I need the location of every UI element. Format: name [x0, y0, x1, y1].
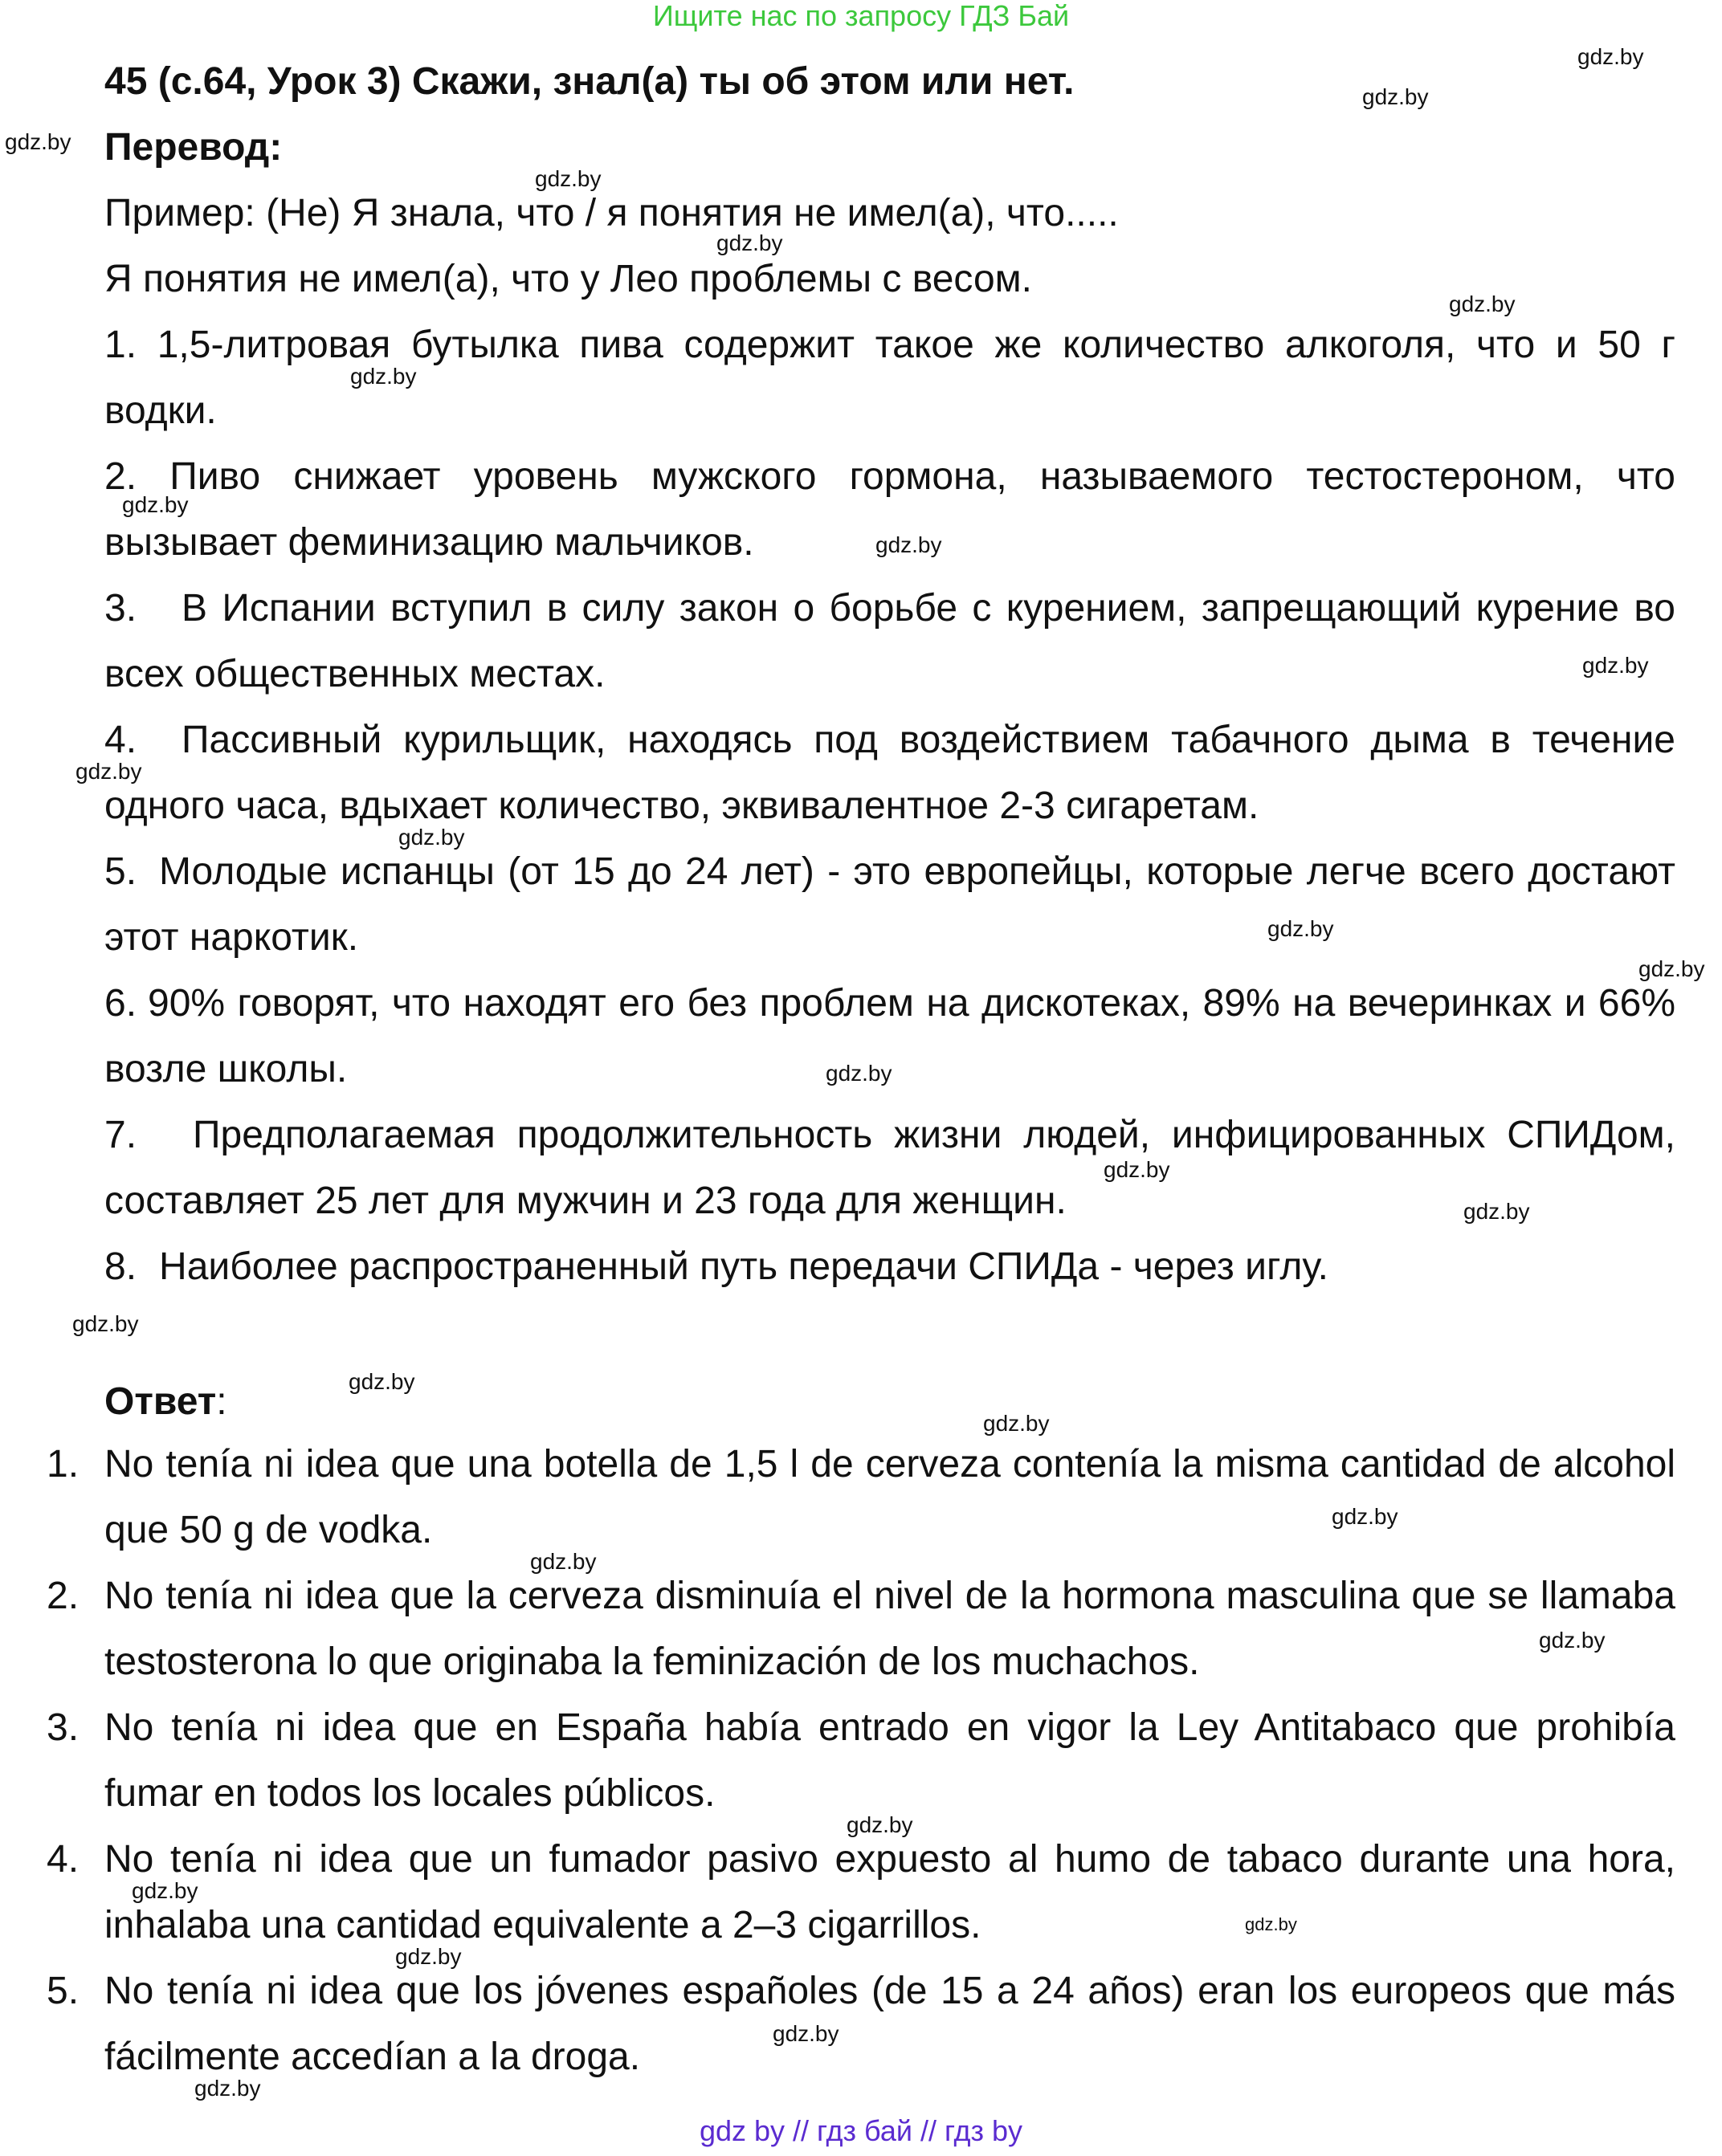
watermark: gdz.by [395, 1944, 462, 1969]
list-item [104, 707, 1675, 839]
example-answer: Я понятия не имел(а), что у Лео проблемы с весом. [104, 258, 1032, 300]
watermark: gdz.by [1539, 1628, 1606, 1653]
answer-number: 3. [47, 1706, 80, 1749]
item-number: 6. [104, 982, 137, 1025]
answer-item [47, 1827, 1675, 1958]
item-text: Молодые испанцы (от 15 до 24 лет) - это европейцы, которые легче всего достают этот наркотик. [104, 850, 1675, 959]
watermark: gdz.by [826, 1061, 892, 1086]
item-text: 1,5-литровая бутылка пива содержит такое же количество алкоголя, что и 50 г водки. [104, 324, 1675, 432]
item-number: 1. [104, 324, 137, 366]
item-number: 7. [104, 1114, 137, 1156]
item-number: 2. [104, 455, 137, 498]
watermark: gdz.by [1463, 1199, 1530, 1224]
answer-number: 5. [47, 1970, 80, 2012]
answer-label: Ответ [104, 1380, 217, 1423]
item-number: 4. [104, 719, 137, 761]
list-item [104, 312, 1675, 444]
answer-heading [104, 1378, 1675, 1426]
watermark: gdz.by [122, 492, 189, 517]
example-text: Пример: (Не) Я знала, что / я понятия не имел(а), что..... [104, 192, 1119, 234]
list-item [104, 1234, 1675, 1300]
answer-text: No tenía ni idea que los jóvenes españoles (de 15 a 24 años) eran los europeos que más fácilmente accedían a la droga. [104, 1970, 1675, 2078]
watermark: gdz.by [75, 759, 142, 784]
watermark: gdz.by [1104, 1157, 1170, 1182]
watermark: gdz.by [1332, 1504, 1398, 1529]
watermark: gdz.by [398, 825, 465, 850]
answer-item [47, 1695, 1675, 1827]
item-text: В Испании вступил в силу закон о борьбе с курением, запрещающий курение во всех общественных местах. [104, 587, 1675, 695]
exercise-heading: 45 (с.64, Урок 3) Скажи, знал(а) ты об этом или нет. [104, 60, 1075, 103]
answer-text: No tenía ni idea que un fumador pasivo expuesto al humo de tabaco durante una hora, inhalaba una cantidad equivalente a 2–3 cigarrillos. [104, 1838, 1675, 1946]
watermark: gdz.by [1638, 956, 1705, 981]
list-item [104, 576, 1675, 707]
watermark: gdz.by [716, 230, 783, 255]
item-text: Наиболее распространенный путь передачи СПИДа - через иглу. [159, 1245, 1328, 1288]
watermark: gdz.by [350, 364, 417, 389]
footer-links[interactable]: gdz by // гдз бай // гдз by [699, 2114, 1023, 2147]
watermark: gdz.by [535, 166, 602, 191]
answer-text: No tenía ni idea que la cerveza disminuía el nivel de la hormona masculina que se llamaba testosterona lo que originaba la feminización de los muchachos. [104, 1575, 1675, 1683]
list-item [104, 839, 1675, 971]
answer-number: 1. [47, 1443, 80, 1486]
watermark: gdz.by [1245, 1914, 1297, 1934]
watermark: gdz.by [132, 1878, 198, 1903]
item-text: Пиво снижает уровень мужского гормона, называемого тестостероном, что вызывает феминизацию мальчиков. [104, 455, 1675, 564]
watermark: gdz.by [530, 1549, 597, 1574]
watermark: gdz.by [194, 2076, 261, 2101]
watermark: gdz.by [349, 1369, 415, 1394]
watermark: gdz.by [1577, 44, 1644, 69]
top-banner[interactable]: Ищите нас по запросу ГДЗ Бай [652, 0, 1070, 32]
watermark: gdz.by [847, 1812, 913, 1837]
list-item [104, 1102, 1675, 1234]
watermark: gdz.by [1582, 653, 1649, 678]
item-number: 8. [104, 1245, 137, 1288]
watermark: gdz.by [1267, 916, 1334, 941]
watermark: gdz.by [72, 1311, 139, 1336]
answer-number: 2. [47, 1575, 80, 1617]
answer-text: No tenía ni idea que en España había entrado en vigor la Ley Antitabaco que prohibía fumar en todos los locales públicos. [104, 1706, 1675, 1815]
watermark: gdz.by [983, 1411, 1050, 1436]
translation-label: Перевод: [104, 126, 283, 169]
item-text: Предполагаемая продолжительность жизни людей, инфицированных СПИДом, составляет 25 лет для мужчин и 23 года для женщин. [104, 1114, 1675, 1222]
answer-item [47, 1563, 1675, 1695]
watermark: gdz.by [1362, 84, 1429, 109]
item-number: 5. [104, 850, 137, 893]
watermark: gdz.by [1449, 291, 1516, 316]
answer-colon: : [216, 1380, 227, 1423]
item-text: 90% говорят, что находят его без проблем на дискотеках, 89% на вечеринках и 66% возле школы. [104, 982, 1675, 1090]
item-text: Пассивный курильщик, находясь под воздействием табачного дыма в течение одного часа, вдыхает количество, эквивалентное 2-3 сигаретам. [104, 719, 1675, 827]
watermark: gdz.by [773, 2021, 839, 2046]
answer-item [47, 1432, 1675, 1563]
watermark: gdz.by [5, 129, 71, 154]
answer-item [47, 1958, 1675, 2090]
item-number: 3. [104, 587, 137, 630]
answer-text: No tenía ni idea que una botella de 1,5 l de cerveza contenía la misma cantidad de alcohol que 50 g de vodka. [104, 1443, 1675, 1551]
watermark: gdz.by [875, 532, 942, 557]
answer-number: 4. [47, 1838, 80, 1881]
